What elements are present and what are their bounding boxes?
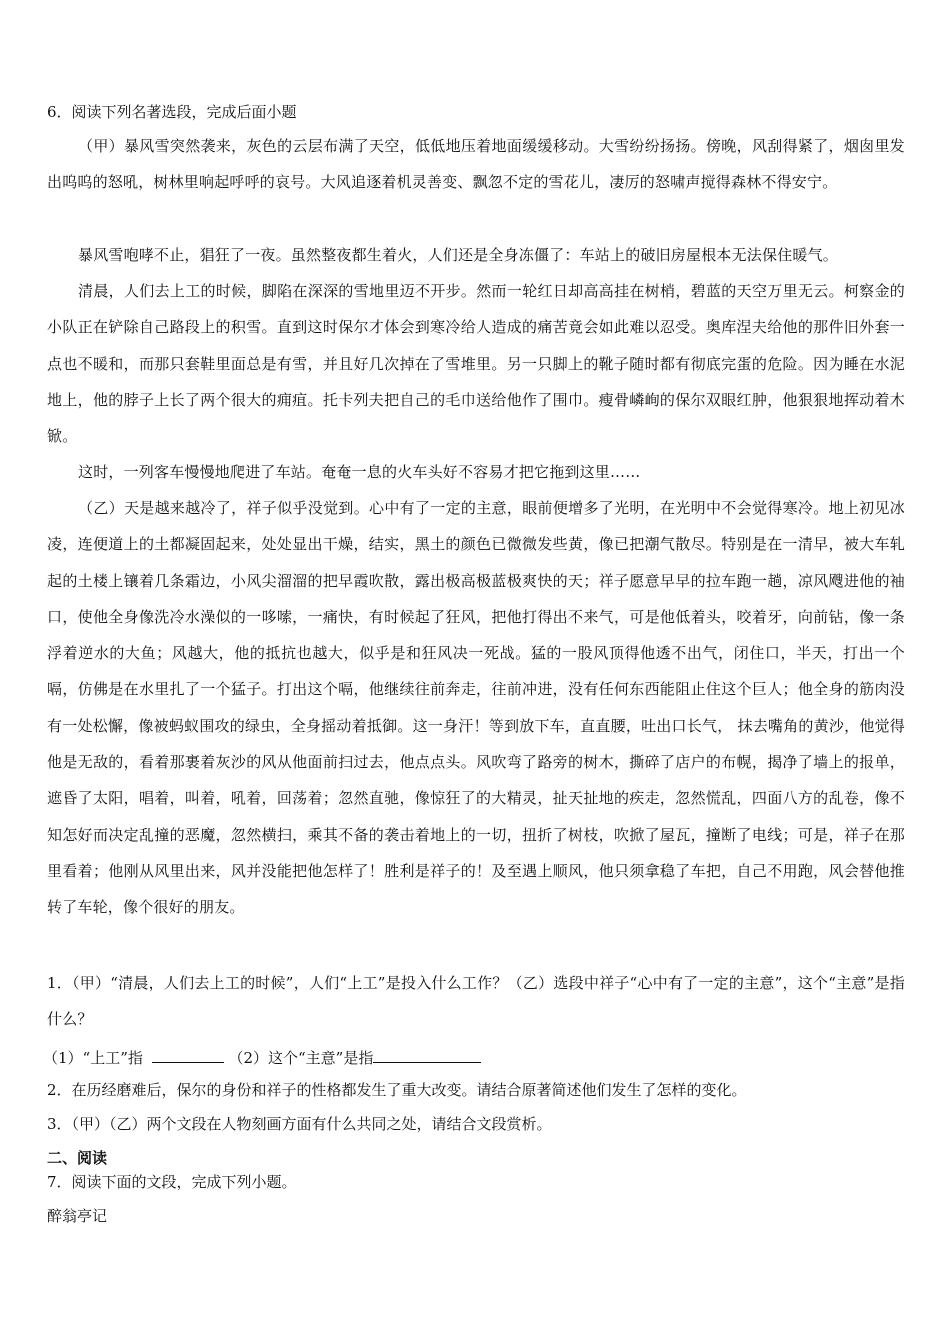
passage-jia-paragraph-4: 这时，一列客车慢慢地爬进了车站。奄奄一息的火车头好不容易才把它拖到这里…… <box>78 463 641 481</box>
sub-question-3: 3．（甲）（乙）两个文段在人物刻画方面有什么共同之处，请结合文段赏析。 <box>47 1115 552 1133</box>
passage-jia-paragraph-1: （甲）暴风雪突然袭来，灰色的云层布满了天空，低低地压着地面缓缓移动。大雪纷纷扬扬。傍晚，风刮得紧了，烟囱里发出呜呜的怒吼，树林里响起呼呼的哀号。大风追逐着机灵善变、飘忽不定的雪花儿，凄厉的怒啸声搅得森林不得安宁。 <box>47 137 905 192</box>
answer-1-blank[interactable] <box>152 1046 224 1063</box>
answer-2-blank[interactable] <box>373 1046 481 1063</box>
passage-yi: （乙）天是越来越冷了，祥子似乎没觉到。心中有了一定的主意，眼前便增多了光明，在光明中不会觉得寒冷。地上初见冰凌，连便道上的土都凝固起来，处处显出干燥，结实，黑土的颜色已微微发些黄，像已把潮气散尽。特别是在一清早，被大车轧起的土楼上镶着几条霜边，小风尖溜溜的把早霞吹散，露出极高极蓝极爽快的天；祥子愿意早早的拉车跑一趟，凉风飕进他的袖口，使他全身像洗冷水澡似的一哆嗦，一痛快，有时候起了狂风，把他打得出不来气，可是他低着头，咬着牙，向前钻，像一条浮着逆水的大鱼；风越大，他的抵抗也越大，似乎是和狂风决一死战。猛的一股风顶得他透不出气，闭住口，半天，打出一个嗝，仿佛是在水里扎了一个猛子。打出这个嗝，他继续往前奔走，往前冲进，没有任何东西能阻止住这个巨人；他全身的筋肉没有一处松懈，像被蚂蚁围攻的绿虫，全身摇动着抵御。这一身汗！等到放下车，直直腰，吐出口长气， 抹去嘴角的黄沙，他觉得他是无敌的，看着那裹着灰沙的风从他面前扫过去，他点点头。风吹弯了路旁的树木，撕碎了店户的布幌，揭净了墙上的报单，遮昏了太阳，唱着，叫着，吼着，回荡着；忽然直驰，像惊狂了的大精灵，扯天扯地的疾走，忽然慌乱，四面八方的乱卷，像不知怎好而决定乱撞的恶魔，忽然横扫，乘其不备的袭击着地上的一切，扭折了树枝，吹掀了屋瓦，撞断了电线；可是，祥子在那里看着；他刚从风里出来，风并没能把他怎样了！胜利是祥子的！及至遇上顺风，他只须拿稳了车把，自己不用跑，风会替他推转了车轮，像个很好的朋友。 <box>47 499 905 917</box>
answer-2-label: （2）这个“主意”是指 <box>228 1049 374 1067</box>
passage-jia-paragraph-3: 清晨，人们去上工的时候，脚陷在深深的雪地里迈不开步。然而一轮红日却高高挂在树梢，碧蓝的天空万里无云。柯察金的小队正在铲除自己路段上的积雪。直到这时保尔才体会到寒冷给人造成的痛苦竟会如此难以忍受。奥库涅夫给他的那件旧外套一点也不暖和，而那只套鞋里面总是有雪，并且好几次掉在了雪堆里。另一只脚上的靴子随时都有彻底完蛋的危险。因为睡在水泥地上，他的脖子上长了两个很大的痈疽。托卡列夫把自己的毛巾送给他作了围巾。瘦骨嶙峋的保尔双眼红肿，他狠狠地挥动着木锨。 <box>47 282 905 446</box>
sub-question-1: 1．（甲）“清晨，人们去上工的时候”，人们“上工”是投入什么工作？（乙）选段中祥子“心中有了一定的主意”，这个“主意”是指什么？ <box>47 974 905 1029</box>
section-2-heading: 二、阅读 <box>47 1149 108 1167</box>
passage-jia-paragraph-2: 暴风雪咆哮不止，猖狂了一夜。虽然整夜都生着火，人们还是全身冻僵了：车站上的破旧房屋根本无法保住暖气。 <box>78 246 839 264</box>
question-6-title: 6．阅读下列名著选段，完成后面小题 <box>47 103 297 121</box>
sub-question-1-answer-line <box>43 1046 481 1068</box>
answer-1-label: （1）“上工”指 <box>43 1049 143 1067</box>
article-title: 醉翁亭记 <box>47 1207 108 1225</box>
question-7-title: 7．阅读下面的文段，完成下列小题。 <box>47 1173 297 1191</box>
sub-question-2: 2．在历经磨难后，保尔的身份和祥子的性格都发生了重大改变。请结合原著简述他们发生了怎样的变化。 <box>47 1081 747 1099</box>
